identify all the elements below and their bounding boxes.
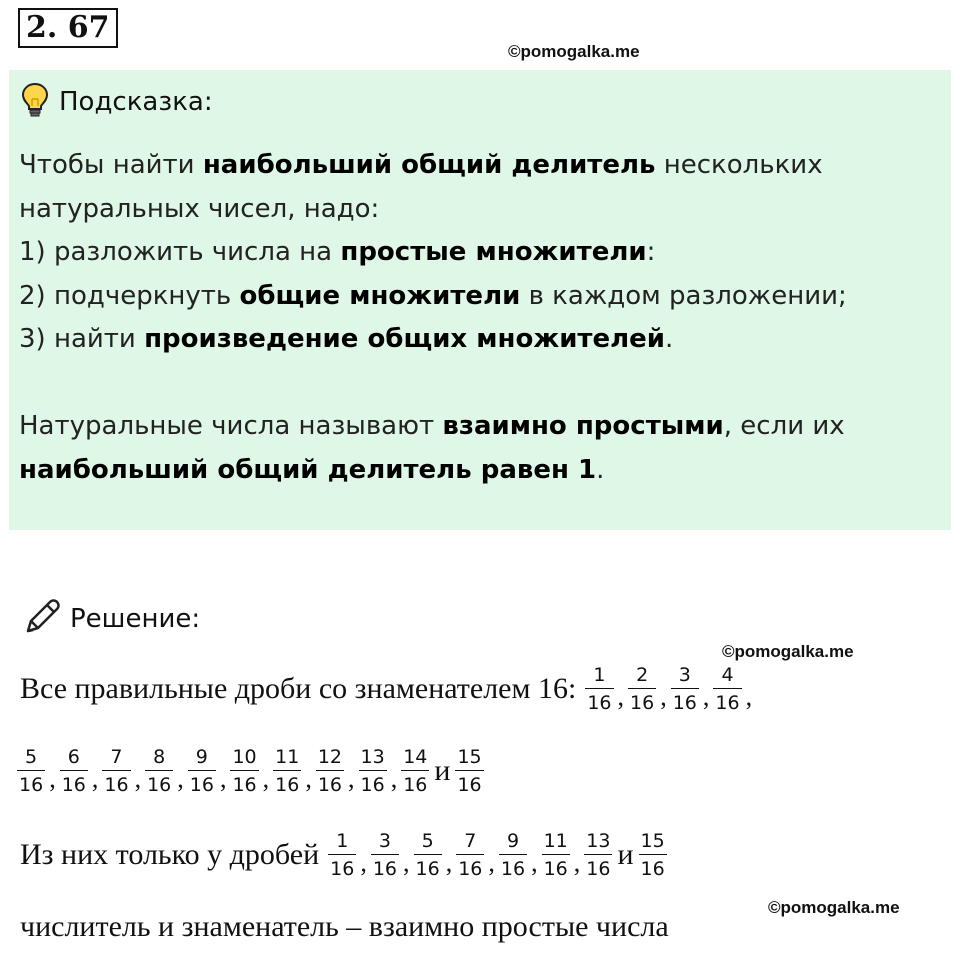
fraction-numerator: 4 bbox=[721, 664, 734, 686]
fraction bbox=[585, 664, 613, 714]
hint-text bbox=[19, 144, 939, 492]
line1-text: Все правильные дроби со знаменателем 16: bbox=[20, 672, 577, 705]
hint-segment: : bbox=[646, 237, 656, 267]
fraction-denominator: 16 bbox=[458, 858, 483, 880]
fraction-denominator: 16 bbox=[317, 774, 342, 796]
hint-line bbox=[19, 405, 939, 449]
comma-separator: , bbox=[745, 682, 753, 711]
fraction-numerator: 7 bbox=[464, 830, 477, 852]
fraction-denominator: 16 bbox=[403, 774, 428, 796]
fraction-denominator: 16 bbox=[19, 774, 44, 796]
hint-segment: 3) найти bbox=[19, 324, 145, 354]
fraction-numerator: 13 bbox=[586, 830, 611, 852]
fraction bbox=[542, 830, 570, 880]
fraction-numerator: 8 bbox=[153, 746, 166, 768]
fraction-numerator: 6 bbox=[67, 746, 80, 768]
hint-segment: Чтобы найти bbox=[19, 150, 203, 180]
hint-term: взаимно простыми bbox=[442, 411, 724, 441]
fraction-numerator: 5 bbox=[25, 746, 38, 768]
fraction bbox=[102, 746, 130, 796]
fraction-numerator: 10 bbox=[232, 746, 257, 768]
comma-separator: , bbox=[262, 764, 270, 793]
fraction-denominator: 16 bbox=[415, 858, 440, 880]
hint-header bbox=[21, 82, 213, 122]
line3-text: Из них только у дробей bbox=[20, 838, 320, 871]
fraction-denominator: 16 bbox=[630, 692, 655, 714]
fraction-denominator: 16 bbox=[457, 774, 482, 796]
fraction bbox=[17, 746, 45, 796]
fraction-numerator: 9 bbox=[195, 746, 208, 768]
fraction-numerator: 15 bbox=[457, 746, 482, 768]
hint-segment: в каждом разложении; bbox=[520, 280, 847, 311]
hint-line bbox=[19, 188, 939, 232]
and-word: и bbox=[617, 838, 634, 871]
fraction-denominator: 16 bbox=[587, 692, 612, 714]
fraction bbox=[60, 746, 88, 796]
hint-segment: , если их bbox=[723, 411, 845, 441]
fraction bbox=[639, 830, 667, 880]
comma-separator: , bbox=[390, 764, 398, 793]
comma-separator: , bbox=[49, 764, 56, 793]
pencil-icon bbox=[22, 597, 62, 641]
hint-title: Подсказка: bbox=[59, 87, 213, 117]
hint-line bbox=[19, 275, 939, 319]
fraction bbox=[455, 746, 483, 796]
hint-segment: . bbox=[596, 454, 605, 485]
fraction-denominator: 16 bbox=[61, 774, 86, 796]
hint-segment: 1) разложить числа на bbox=[19, 237, 341, 267]
fraction bbox=[671, 664, 699, 714]
fraction-numerator: 13 bbox=[360, 746, 385, 768]
hint-line bbox=[19, 449, 939, 493]
hint-segment: нескольких bbox=[655, 150, 823, 180]
comma-separator: , bbox=[305, 764, 312, 793]
hint-box bbox=[9, 70, 951, 530]
fraction bbox=[713, 664, 741, 714]
fraction bbox=[328, 830, 356, 880]
hint-line bbox=[19, 362, 939, 406]
and-word: и bbox=[434, 754, 451, 787]
watermark-mid: ©pomogalka.me bbox=[722, 642, 854, 661]
fraction-numerator: 12 bbox=[317, 746, 342, 768]
solution-header bbox=[22, 597, 200, 641]
comma-separator: , bbox=[488, 848, 495, 877]
hint-segment: . bbox=[665, 324, 674, 354]
fraction bbox=[359, 746, 387, 796]
fraction-denominator: 16 bbox=[360, 774, 385, 796]
fraction-numerator: 15 bbox=[640, 830, 665, 852]
line4-text: числитель и знаменатель – взаимно простые числа bbox=[20, 910, 669, 943]
fraction bbox=[456, 830, 484, 880]
watermark-top: ©pomogalka.me bbox=[508, 42, 640, 61]
fraction-numerator: 3 bbox=[678, 664, 691, 686]
lightbulb-icon bbox=[21, 82, 49, 122]
comma-separator: , bbox=[573, 848, 581, 877]
fraction-denominator: 16 bbox=[189, 774, 214, 796]
comma-separator: , bbox=[348, 764, 355, 793]
solution-line-3 bbox=[20, 830, 668, 880]
fraction-denominator: 16 bbox=[715, 692, 740, 714]
solution-line-4 bbox=[20, 910, 669, 944]
hint-segment: 2) подчеркнуть bbox=[19, 280, 240, 311]
fraction-denominator: 16 bbox=[232, 774, 257, 796]
problem-number: 2. 67 bbox=[18, 8, 118, 48]
fraction-denominator: 16 bbox=[330, 858, 355, 880]
hint-segment: натуральных чисел, надо: bbox=[19, 193, 380, 224]
hint-term: общие множители bbox=[239, 280, 521, 311]
fraction bbox=[414, 830, 442, 880]
hint-line bbox=[19, 231, 939, 275]
solution-line-2 bbox=[16, 746, 485, 796]
comma-separator: , bbox=[134, 764, 142, 793]
hint-term: произведение общих множителей bbox=[144, 324, 666, 354]
fraction-numerator: 5 bbox=[421, 830, 434, 852]
hint-term: наибольший общий делитель равен 1 bbox=[19, 454, 597, 485]
comma-separator: , bbox=[219, 764, 227, 793]
fraction-numerator: 7 bbox=[110, 746, 123, 768]
fraction bbox=[316, 746, 344, 796]
comma-separator: , bbox=[617, 682, 625, 711]
fraction-numerator: 3 bbox=[378, 830, 391, 852]
solution-title: Решение: bbox=[70, 604, 201, 634]
watermark-bottom: ©pomogalka.me bbox=[768, 898, 900, 917]
fraction-denominator: 16 bbox=[500, 858, 526, 880]
fraction bbox=[230, 746, 258, 796]
comma-separator: , bbox=[660, 682, 667, 711]
comma-separator: , bbox=[360, 848, 367, 877]
fraction bbox=[371, 830, 399, 880]
fraction bbox=[145, 746, 173, 796]
fraction-denominator: 16 bbox=[275, 774, 300, 796]
hint-line bbox=[19, 318, 939, 362]
fraction-numerator: 2 bbox=[636, 664, 649, 686]
fraction-denominator: 16 bbox=[672, 692, 697, 714]
comma-separator: , bbox=[702, 682, 710, 711]
fraction-numerator: 11 bbox=[543, 830, 568, 852]
fraction-numerator: 9 bbox=[506, 830, 520, 852]
fraction-denominator: 16 bbox=[543, 858, 568, 880]
fraction-numerator: 1 bbox=[336, 830, 349, 852]
fraction bbox=[188, 746, 216, 796]
fraction-denominator: 16 bbox=[147, 774, 172, 796]
fraction-denominator: 16 bbox=[372, 858, 398, 880]
fraction bbox=[499, 830, 527, 880]
comma-separator: , bbox=[445, 848, 453, 877]
fraction bbox=[628, 664, 656, 714]
comma-separator: , bbox=[177, 764, 184, 793]
solution-line-1 bbox=[20, 664, 755, 714]
fraction-numerator: 14 bbox=[403, 746, 428, 768]
fraction-numerator: 11 bbox=[275, 746, 300, 768]
comma-separator: , bbox=[403, 848, 410, 877]
fraction bbox=[273, 746, 301, 796]
fraction bbox=[401, 746, 429, 796]
fraction-denominator: 16 bbox=[104, 774, 129, 796]
fraction-denominator: 16 bbox=[640, 858, 665, 880]
hint-line bbox=[19, 144, 939, 188]
fraction-numerator: 1 bbox=[593, 664, 606, 686]
comma-separator: , bbox=[91, 764, 99, 793]
comma-separator: , bbox=[531, 848, 538, 877]
hint-term: простые множители bbox=[340, 237, 647, 267]
fraction bbox=[584, 830, 612, 880]
fraction-denominator: 16 bbox=[586, 858, 611, 880]
hint-term: наибольший общий делитель bbox=[202, 150, 656, 180]
hint-segment: Натуральные числа называют bbox=[19, 411, 443, 441]
